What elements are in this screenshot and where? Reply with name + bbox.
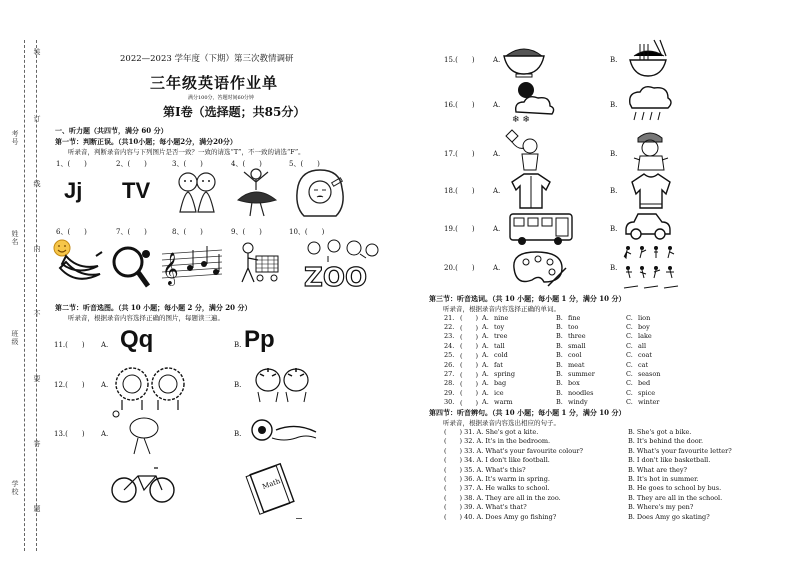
snowflake-icons: ❄ ❄ [512, 115, 530, 125]
sentence-option-b: B. It's hot in summer. [628, 475, 699, 483]
option-label-a: A. [482, 313, 489, 322]
question-number: 29. [444, 388, 455, 397]
option-word-b: too [568, 323, 579, 332]
side-marker: 内 [33, 245, 41, 253]
option-word-a: toy [494, 323, 505, 332]
option-label-a: A. [482, 388, 489, 397]
option-label-c: C. [626, 388, 633, 397]
option-label-c: C. [626, 379, 633, 388]
side-marker: 不 [33, 310, 41, 318]
sentence-option-a: ( ) 35. A. What's this? [444, 465, 526, 474]
cold-boy-icon [630, 128, 672, 172]
swimming-icon [248, 416, 318, 446]
option-qq: Qq [120, 326, 154, 353]
answer-blank[interactable]: ( ) [460, 351, 479, 360]
question-number: 3、( ) [172, 160, 203, 168]
sentence-option-a: ( ) 33. A. What's your favourite colour? [444, 446, 583, 455]
sentence-option-a: ( ) 37. A. He walks to school. [444, 484, 550, 493]
option-label-a: A. [482, 379, 489, 388]
rice-bowl-icon [500, 40, 548, 78]
exam-year-line: 2022—2023 学年度（下期）第三次教情调研 [120, 54, 294, 64]
svg-text:ZOO: ZOO [304, 263, 368, 293]
answer-blank[interactable]: ( ) [460, 342, 479, 351]
question-number: 30. [444, 398, 455, 407]
word-choice-row [444, 369, 678, 378]
option-word-c: boy [638, 323, 650, 332]
dashed-cut-line [24, 40, 25, 551]
cycling-icon [110, 410, 176, 506]
question-number: 18.( ) [444, 187, 475, 195]
question-number: 16.( ) [444, 101, 475, 109]
option-label-a: A. [482, 323, 489, 332]
side-marker: 装 [33, 48, 41, 56]
option-label-b: B. [610, 56, 618, 64]
sentence-option-a: ( ) 32. A. It's in the bedroom. [444, 437, 551, 446]
sick-girl-icon [292, 166, 350, 220]
option-word-b: noodles [568, 388, 594, 397]
jacket-icon [510, 172, 552, 210]
score-note: 满分100分，答题时间60分钟 [188, 95, 254, 101]
word-choice-row [444, 322, 678, 331]
page-title: 三年级英语作业单 [150, 74, 279, 92]
option-label-a: A. [101, 341, 109, 349]
sentence-option-b: B. What's your favourite letter? [628, 446, 732, 455]
bus-icon [508, 210, 576, 248]
option-word-c: lion [638, 313, 651, 322]
lions-icon [110, 364, 192, 412]
music-notes-icon [160, 244, 224, 288]
option-word-c: cat [638, 360, 649, 369]
option-word-c: winter [638, 398, 660, 407]
noodles-icon [624, 38, 672, 80]
section3-table [444, 313, 678, 407]
question-number: 20.( ) [444, 264, 475, 272]
option-label-b: B. [556, 398, 563, 407]
option-word-a: warm [494, 398, 513, 407]
sentence-option-b: B. What are they? [628, 465, 688, 474]
option-label-b: B. [610, 187, 618, 195]
sentence-option-a: ( ) 31. A. She's got a kite. [444, 428, 539, 436]
sentence-option-a: ( ) 39. A. What's that? [444, 503, 527, 512]
side-marker: 订 [33, 115, 41, 123]
math-book-label: Math [261, 477, 282, 491]
option-word-a: bag [494, 379, 507, 388]
option-word-a: tall [494, 341, 505, 350]
option-label-c: C. [626, 370, 633, 379]
sentence-option-a: ( ) 34. A. I don't like football. [444, 456, 550, 465]
question-number: 12.( ) [54, 381, 85, 389]
sentence-option-a: ( ) 38. A. They are all in the zoo. [444, 493, 561, 502]
answer-blank[interactable]: ( ) [460, 323, 479, 332]
word-choice-row [444, 398, 678, 407]
answer-blank[interactable]: ( ) [460, 389, 479, 398]
question-number: 13.( ) [54, 430, 85, 438]
option-word-b: fine [568, 313, 581, 322]
banana-icon [56, 248, 104, 288]
option-label-b: B. [610, 264, 618, 272]
section4-heading: 第四节：听音辨句。（共 10 小题；每小题 1 分，满分 10 分） [429, 408, 626, 417]
question-number: 23. [444, 332, 455, 341]
ping-pong-icon [108, 244, 154, 290]
sentence-option-a: ( ) 40. A. Does Amy go fishing? [444, 512, 557, 521]
question-number: 11.( ) [54, 341, 85, 349]
word-choice-row [444, 313, 678, 322]
side-label-name: 姓名 [11, 230, 19, 246]
option-word-b: cool [568, 351, 582, 360]
option-word-b: windy [568, 398, 588, 407]
answer-blank[interactable]: ( ) [460, 370, 479, 379]
option-label-a: A. [493, 150, 501, 158]
side-label-exam-number: 考号 [11, 130, 19, 146]
side-marker: 要 [33, 375, 41, 383]
question-number: 6、( ) [56, 228, 87, 236]
sentence-option-a: ( ) 36. A. It's warm in spring. [444, 475, 550, 483]
word-choice-row [444, 379, 678, 388]
option-label-b: B. [234, 341, 242, 349]
question-number: 17.( ) [444, 150, 475, 158]
kite-boy-icon [506, 128, 546, 172]
option-label-c: C. [626, 323, 633, 332]
option-label-b: B. [610, 150, 618, 158]
option-label-b: B. [556, 341, 563, 350]
option-label-a: A. [482, 341, 489, 350]
question-number: 15.( ) [444, 56, 475, 64]
answer-blank[interactable]: ( ) [460, 314, 479, 323]
option-label-b: B. [610, 101, 618, 109]
car-icon [622, 208, 672, 242]
option-label-c: C. [626, 332, 633, 341]
letters-jj: Jj [64, 178, 83, 203]
option-label-c: C. [626, 398, 633, 407]
side-label-class: 班级 [11, 330, 19, 346]
option-label-a: A. [101, 381, 109, 389]
option-word-a: fat [494, 360, 503, 369]
sports-icon [622, 242, 682, 292]
question-number: 4、( ) [231, 160, 262, 168]
option-label-a: A. [482, 398, 489, 407]
option-word-b: box [568, 379, 580, 388]
section3-heading: 第三节：听音选词。（共 10 小题；每小题 1 分，满分 10 分） [429, 294, 626, 303]
option-label-b: B. [556, 323, 563, 332]
question-number: 24. [444, 341, 455, 350]
sentence-option-b: B. Does Amy go skating? [628, 512, 710, 521]
option-word-a: cold [494, 351, 508, 360]
section2-heading: 第二节：听音选图。（共 10 小题；每小题 2 分，满分 20 分） [55, 303, 252, 312]
option-label-b: B. [556, 332, 563, 341]
rain-cloud-icon [624, 82, 674, 124]
question-number: 10、( ) [289, 228, 325, 236]
option-label-a: A. [493, 187, 501, 195]
option-word-a: tree [494, 332, 508, 341]
sentence-option-b: B. Where's my pen? [628, 503, 694, 512]
sentence-option-b: B. I don't like basketball. [628, 456, 711, 465]
question-number: 19.( ) [444, 225, 475, 233]
side-label-school: 学校 [11, 480, 19, 496]
option-label-b: B. [234, 430, 242, 438]
option-label-a: A. [482, 332, 489, 341]
answer-blank[interactable]: ( ) [460, 379, 479, 388]
side-marker: 答 [33, 440, 41, 448]
sentence-option-b: B. They are all in the school. [628, 493, 723, 502]
girl-icon [172, 168, 222, 216]
option-pp: Pp [244, 326, 275, 353]
option-label-b: B. [556, 360, 563, 369]
option-label-b: B. [610, 225, 618, 233]
page-subtitle: 第Ⅰ卷（选择题；共85分） [163, 105, 306, 119]
sentence-option-b: B. It's behind the door. [628, 437, 704, 446]
sweater-icon [630, 172, 672, 210]
letters-tv: TV [122, 178, 151, 203]
binding-margin [0, 0, 48, 571]
ballet-dancer-icon [232, 166, 282, 218]
question-number: 8、( ) [172, 228, 203, 236]
shopping-cart-icon [232, 240, 282, 288]
option-label-a: A. [482, 370, 489, 379]
word-choice-row [444, 341, 678, 350]
section3-instruction: 听录音，根据录音内容选择正确的单词。 [443, 305, 560, 313]
option-label-c: C. [626, 360, 633, 369]
option-word-c: all [638, 341, 647, 350]
option-word-a: ice [494, 388, 504, 397]
question-number: 28. [444, 379, 455, 388]
option-label-b: B. [556, 313, 563, 322]
option-label-b: B. [556, 379, 563, 388]
answer-blank[interactable]: ( ) [460, 332, 479, 341]
option-label-a: A. [482, 360, 489, 369]
question-number: 1、( ) [56, 160, 87, 168]
option-label-c: C. [626, 341, 633, 350]
side-marker: 线 [33, 180, 41, 188]
question-number: 26. [444, 360, 455, 369]
option-label-a: A. [493, 56, 501, 64]
option-label-b: B. [234, 381, 242, 389]
question-number: 5、( ) [289, 160, 320, 168]
question-number: 22. [444, 323, 455, 332]
sentence-option-b: B. She's got a bike. [628, 428, 692, 436]
section2-instruction: 听录音，根据录音内容选择正确的图片，每题读三遍。 [68, 314, 224, 322]
svg-text:𝄞: 𝄞 [162, 252, 179, 285]
option-label-a: A. [482, 351, 489, 360]
section1-instruction: 听录音，判断录音内容与下列图片是否一致？一致的请选“T”，不一致的请选“F”。 [68, 148, 305, 156]
answer-blank[interactable]: ( ) [460, 398, 479, 407]
word-choice-row [444, 351, 678, 360]
option-word-a: spring [494, 370, 516, 379]
option-label-b: B. [556, 388, 563, 397]
answer-blank[interactable]: ( ) [460, 361, 479, 370]
sentence-option-b: B. He goes to school by bus. [628, 484, 722, 493]
option-word-c: bed [638, 379, 651, 388]
option-label-b: B. [556, 351, 563, 360]
option-label-a: A. [101, 430, 109, 438]
option-word-c: coat [638, 351, 653, 360]
option-word-b: summer [568, 370, 595, 379]
part1-heading: 一、听力题（共四节，满分 60 分） [55, 126, 168, 135]
word-choice-row [444, 360, 678, 369]
section4-instruction: 听录音，根据录音内容选出相应的句子。 [443, 419, 560, 427]
zoo-animals-icon [300, 238, 386, 292]
option-label-a: A. [493, 101, 501, 109]
word-choice-row [444, 332, 678, 341]
option-label-c: C. [626, 313, 633, 322]
question-number: 9、( ) [231, 228, 262, 236]
option-label-c: C. [626, 351, 633, 360]
question-number: 7、( ) [116, 228, 147, 236]
side-marker: 题 [33, 505, 41, 513]
word-choice-row [444, 388, 678, 397]
option-word-b: three [568, 332, 586, 341]
section1-heading: 第一节：判断正误。（共10小题；每小题2分，满分20分） [55, 137, 237, 146]
option-word-c: spice [638, 388, 656, 397]
option-word-c: lake [638, 332, 652, 341]
page-mark [296, 518, 302, 519]
option-word-a: nine [494, 313, 509, 322]
option-word-b: meat [568, 360, 585, 369]
option-word-c: season [638, 370, 661, 379]
tigers-icon [250, 364, 314, 404]
question-number: 27. [444, 370, 455, 379]
question-number: 2、( ) [116, 160, 147, 168]
option-label-a: A. [493, 264, 501, 272]
option-label-a: A. [493, 225, 501, 233]
question-number: 25. [444, 351, 455, 360]
question-number: 21. [444, 313, 455, 322]
option-label-b: B. [556, 370, 563, 379]
palette-icon [508, 248, 568, 288]
option-word-b: small [568, 341, 586, 350]
